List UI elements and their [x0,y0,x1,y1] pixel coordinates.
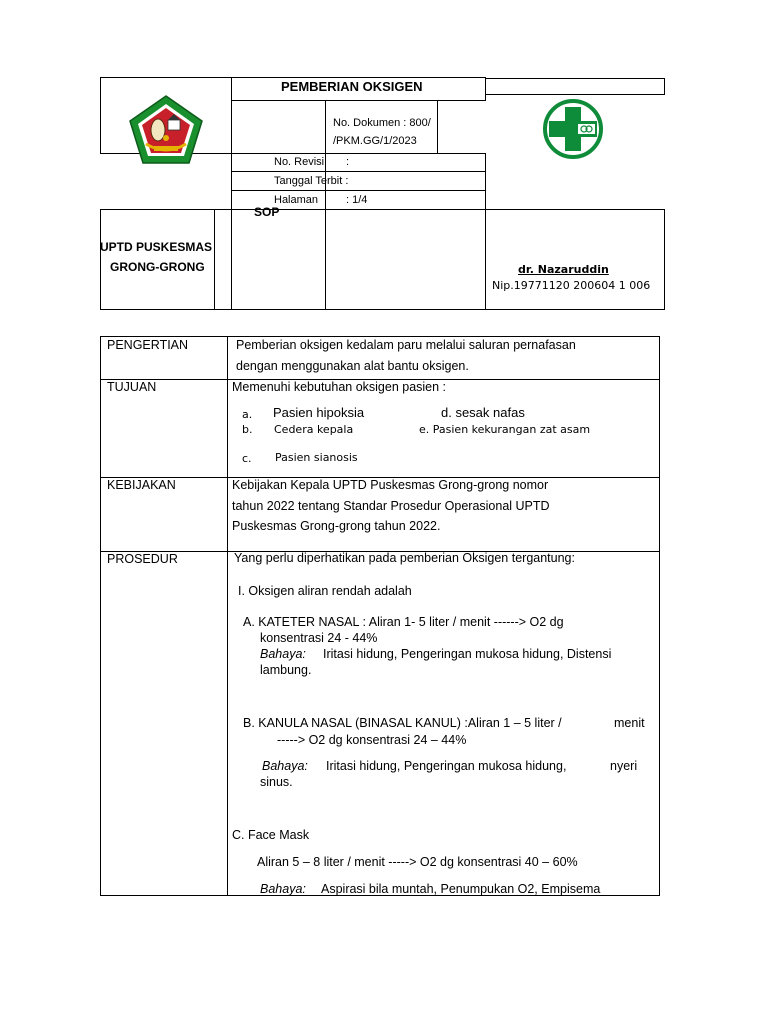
tujuan-a-text: Pasien hipoksia [273,405,365,420]
prosedur-b-bahaya-line2: sinus. [260,775,293,789]
tujuan-intro: Memenuhi kebutuhan oksigen pasien : [232,380,447,394]
prosedur-a-line2: konsentrasi 24 - 44% [260,631,378,645]
tujuan-e-text: e. Pasien kekurangan zat asam [419,423,591,436]
prosedur-b-bahaya-text: Iritasi hidung, Pengeringan mukosa hidung, [326,759,567,773]
sop-label: SOP [254,205,280,219]
prosedur-label: PROSEDUR [107,552,178,566]
document-title: PEMBERIAN OKSIGEN [281,79,423,94]
halaman-value: : 1/4 [346,194,368,206]
prosedur-a-bahaya-label: Bahaya: [260,647,306,661]
pengertian-line2: dengan menggunakan alat bantu oksigen. [236,359,469,373]
org-name-line1: UPTD PUSKESMAS [100,240,213,254]
prosedur-c-line1: Aliran 5 – 8 liter / menit -----> O2 dg konsentrasi 40 – 60% [257,855,578,869]
pengertian-label: PENGERTIAN [107,338,189,352]
prosedur-b-bahaya-label: Bahaya: [262,759,308,773]
prosedur-a-line1: A. KATETER NASAL : Aliran 1- 5 liter / menit ------> O2 dg [243,615,564,629]
puskesmas-logo [540,97,606,161]
prosedur-b-line1: B. KANULA NASAL (BINASAL KANUL) :Aliran 1 – 5 liter / [243,716,562,730]
no-revisi-value: : [346,156,350,168]
kebijakan-line2: tahun 2022 tentang Standar Prosedur Operasional UPTD [232,499,550,513]
prosedur-b-bahaya-end: nyeri [610,759,638,773]
signer-name: dr. Nazaruddin [518,263,609,276]
no-dokumen-line1: No. Dokumen : 800/ [333,117,431,129]
prosedur-b-line1-end: menit [614,716,645,730]
regency-emblem-logo [128,94,204,166]
signer-nip: Nip.19771120 200604 1 006 [492,279,651,292]
prosedur-b-line2: -----> O2 dg konsentrasi 24 – 44% [277,733,467,747]
kebijakan-line3: Puskesmas Grong-grong tahun 2022. [232,519,441,533]
no-revisi-label: No. Revisi [274,156,325,168]
tujuan-d-text: d. sesak nafas [441,405,525,420]
prosedur-c-bahaya-label: Bahaya: [260,882,306,896]
prosedur-heading-i: I. Oksigen aliran rendah adalah [238,584,412,598]
prosedur-a-bahaya-text: Iritasi hidung, Pengeringan mukosa hidung, Distensi [323,647,612,661]
kebijakan-label: KEBIJAKAN [107,478,176,492]
tujuan-c-text: Pasien sianosis [275,451,358,464]
tujuan-a-marker: a. [242,408,253,421]
tujuan-c-marker: c. [242,452,252,465]
tujuan-b-marker: b. [242,423,253,436]
prosedur-c-heading: C. Face Mask [232,828,310,842]
tujuan-b-text: Cedera kepala [274,423,354,436]
tanggal-terbit-label: Tanggal Terbit : [274,175,349,187]
prosedur-c-bahaya-text: Aspirasi bila muntah, Penumpukan O2, Empisema [321,882,601,896]
prosedur-intro: Yang perlu diperhatikan pada pemberian Oksigen tergantung: [234,551,575,565]
no-dokumen-line2: /PKM.GG/1/2023 [333,135,417,147]
org-name-line2: GRONG-GRONG [110,260,205,274]
tujuan-label: TUJUAN [107,380,157,394]
kebijakan-line1: Kebijakan Kepala UPTD Puskesmas Grong-grong nomor [232,478,549,492]
halaman-label: Halaman [274,194,319,206]
pengertian-line1: Pemberian oksigen kedalam paru melalui saluran pernafasan [236,338,576,352]
prosedur-a-bahaya-line2: lambung. [260,663,312,677]
